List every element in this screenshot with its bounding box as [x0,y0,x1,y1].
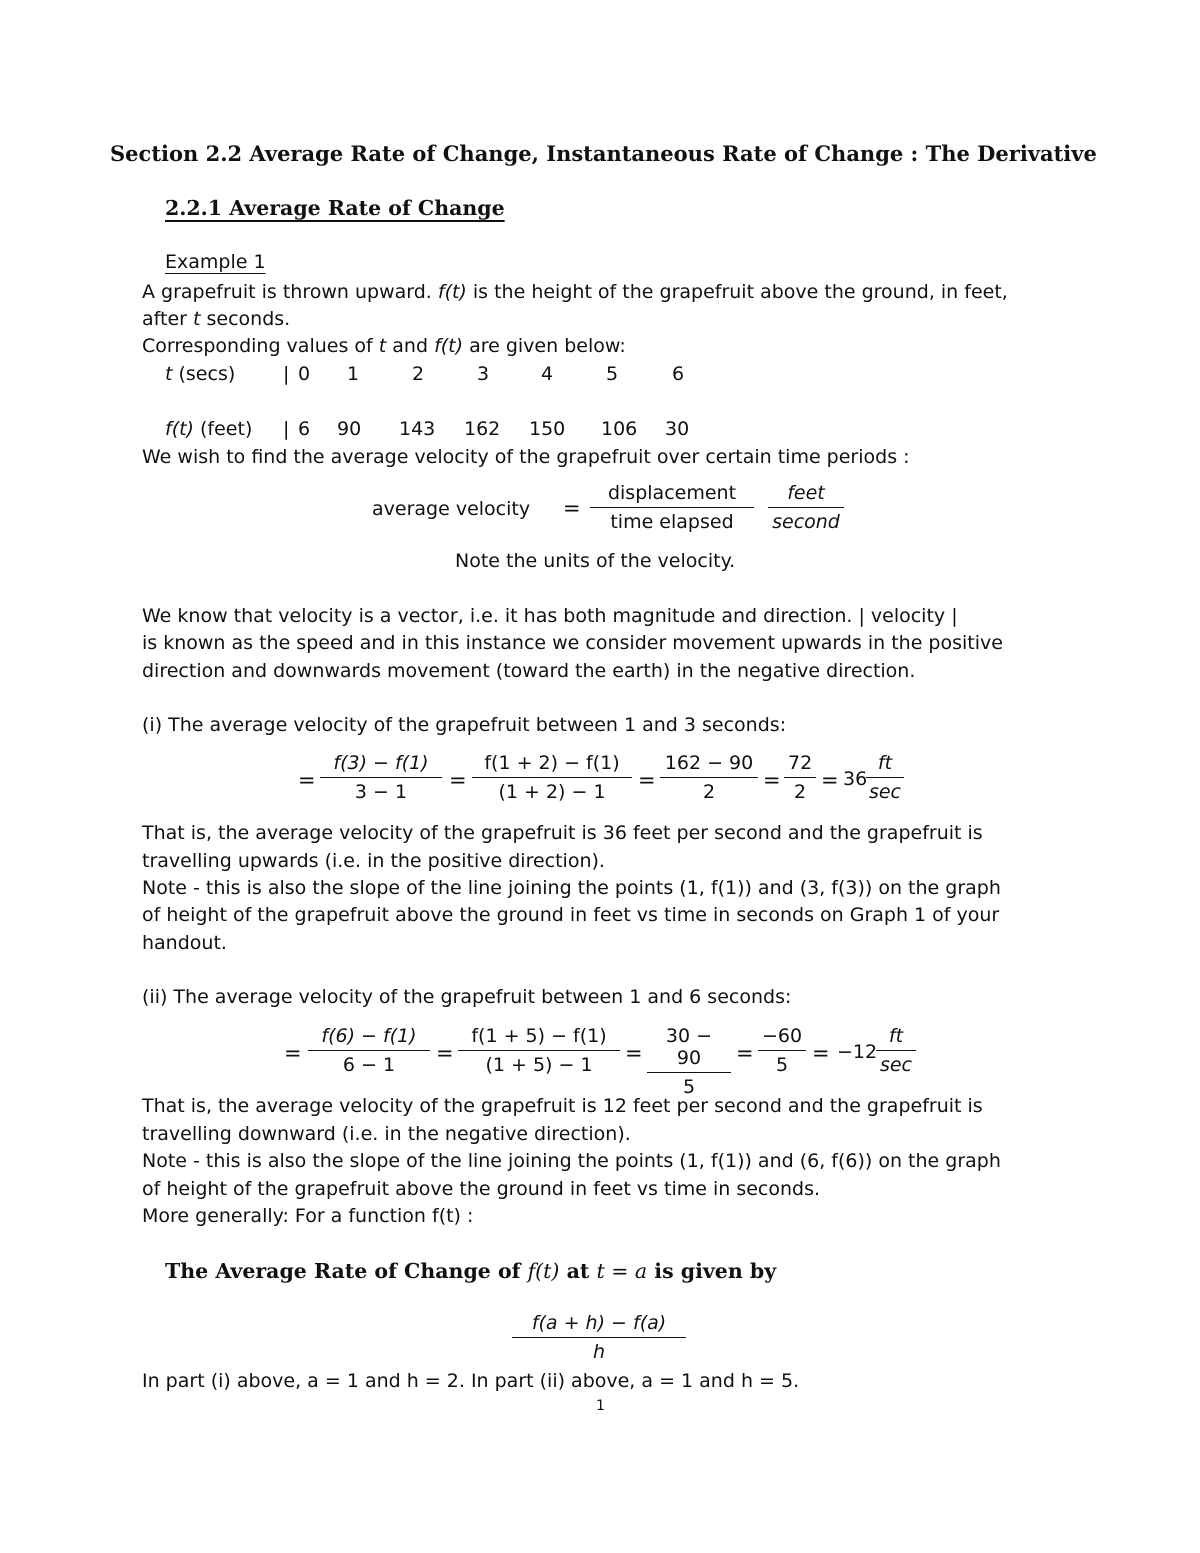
paragraph-line: More generally: For a function f(t) : [142,1205,474,1227]
fraction: $\frac{f(3) - f(1)}{3 - 1}$ [320,752,442,803]
equals-sign: = [736,1041,754,1065]
paragraph-line: of height of the grapefruit above the ground in feet vs time in seconds. [142,1178,821,1200]
table-cell: 2 [412,363,425,385]
page-number: 1 [596,1398,605,1414]
fraction: $\frac{f(6) - f(1)}{6 - 1}$ [308,1025,430,1076]
equals-sign: = [638,768,656,792]
table-cell: 162 [464,418,501,440]
paragraph-line: Note - this is also the slope of the line joining the points (1, f(1)) and (6, f(6)) on the graph [142,1150,1001,1172]
part-i-heading: (i) The average velocity of the grapefruit between 1 and 3 seconds: [142,714,787,736]
intro-line-1: A grapefruit is thrown upward. f(t) is the height of the grapefruit above the ground, in feet, [142,281,1008,303]
units-note: Note the units of the velocity. [455,550,736,572]
fraction: $\frac{-60}{5}$ [758,1025,806,1076]
displacement-fraction: displacement time elapsed [590,482,754,533]
paragraph-line: travelling upwards (i.e. in the positive direction). [142,850,605,872]
intro-line-3: Corresponding values of t and f(t) are given below: [142,335,626,357]
fraction: $\frac{30 - 90}{5}$ [647,1025,731,1098]
wish-line: We wish to find the average velocity of the grapefruit over certain time periods : [142,446,910,468]
part-ii-heading: (ii) The average velocity of the grapefruit between 1 and 6 seconds: [142,986,792,1008]
example-label: Example 1 [165,251,266,273]
result-value: −12 [837,1041,878,1063]
f-t-symbol: f(t) [437,281,467,303]
table-cell: 0 [298,363,311,385]
definition-fraction: $\frac{f(a + h) - f(a)}{h}$ [512,1312,686,1363]
table-cell: 90 [337,418,362,440]
table-cell: 106 [601,418,638,440]
result-value: 36 [843,768,868,790]
final-line: In part (i) above, a = 1 and h = 2. In part (ii) above, a = 1 and h = 5. [142,1370,800,1392]
unit-fraction: ft sec [866,752,904,803]
equals-sign: = [298,768,316,792]
paragraph-line: travelling downward (i.e. in the negative direction). [142,1123,631,1145]
table-cell: 6 [298,418,311,440]
f-row-header: f(t) (feet) [165,418,253,440]
table-cell: 150 [529,418,566,440]
paragraph-line: We know that velocity is a vector, i.e. it has both magnitude and direction. | velocity | [142,605,958,627]
paragraph-line: is known as the speed and in this instance we consider movement upwards in the positive [142,632,1003,654]
equals-sign: = [284,1041,302,1065]
fraction: $\frac{f(1 + 5) - f(1)}{(1 + 5) - 1}$ [458,1025,620,1076]
subsection-title: 2.2.1 Average Rate of Change [165,196,505,220]
paragraph-line: Note - this is also the slope of the line joining the points (1, f(1)) and (3, f(3)) on the graph [142,877,1001,899]
equals-sign: = [449,768,467,792]
t-row-header: t (secs) [165,363,236,385]
table-cell: 4 [541,363,554,385]
equals-sign: = [625,1041,643,1065]
equals-sign: = [821,768,839,792]
table-cell: 30 [665,418,690,440]
paragraph-line: direction and downwards movement (toward the earth) in the negative direction. [142,660,916,682]
intro-line-2: after t seconds. [142,308,291,330]
fraction: $\frac{72}{2}$ [784,752,816,803]
definition-heading: The Average Rate of Change of f(t) at t = a is given by [165,1259,777,1283]
paragraph-line: of height of the grapefruit above the ground in feet vs time in seconds on Graph 1 of your [142,904,1000,926]
paragraph-line: That is, the average velocity of the grapefruit is 36 feet per second and the grapefruit is [142,822,983,844]
velocity-unit-fraction: feet second [768,482,844,533]
table-cell: 1 [347,363,360,385]
fraction: $\frac{162 - 90}{2}$ [660,752,758,803]
avg-velocity-lhs: average velocity [372,498,531,520]
equals-sign: = [436,1041,454,1065]
equals-sign: = [812,1041,830,1065]
table-cell: 6 [672,363,685,385]
equals-sign: = [563,496,581,520]
table-cell: 143 [399,418,436,440]
paragraph-line: That is, the average velocity of the grapefruit is 12 feet per second and the grapefruit is [142,1095,983,1117]
section-title: Section 2.2 Average Rate of Change, Instantaneous Rate of Change : The Derivative [110,141,1097,166]
unit-fraction: ft sec [876,1025,916,1076]
table-cell: 5 [606,363,619,385]
f-row-separator: | [283,418,290,440]
paragraph-line: handout. [142,932,227,954]
table-cell: 3 [477,363,490,385]
fraction: $\frac{f(1 + 2) - f(1)}{(1 + 2) - 1}$ [472,752,632,803]
t-row-separator: | [283,363,290,385]
equals-sign: = [763,768,781,792]
